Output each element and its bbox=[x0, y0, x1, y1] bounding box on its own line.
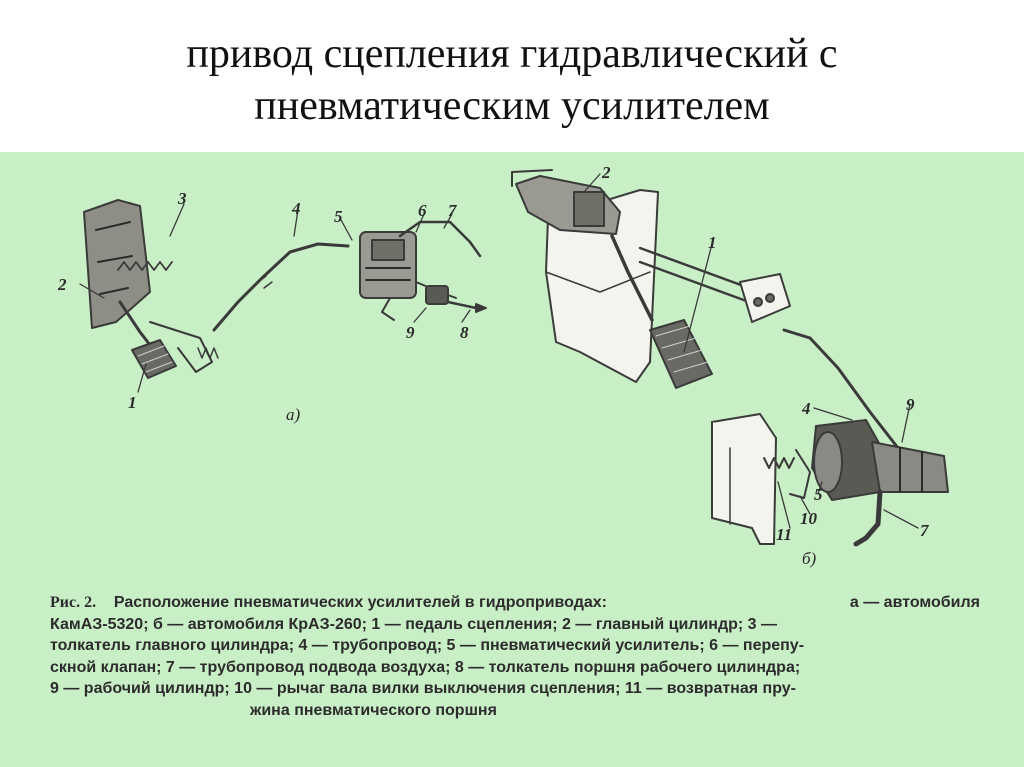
callout-b-9: 9 bbox=[906, 395, 915, 414]
diagram-b-drawing bbox=[512, 170, 948, 544]
caption-line-5: 9 — рабочий цилиндр; 10 — рычаг вала вилки выключения сцепления; 11 — возвратная пру- bbox=[50, 680, 796, 697]
callout-a-3: 3 bbox=[178, 189, 187, 208]
callout-a-1: 1 bbox=[128, 393, 137, 412]
diagram-a-label: а) bbox=[286, 405, 301, 424]
callout-b-10: 10 bbox=[800, 509, 817, 528]
diagram-a-drawing bbox=[84, 200, 486, 378]
callout-a-8: 8 bbox=[460, 323, 469, 342]
slide-title-line-2: пневматическим усилителем bbox=[254, 83, 770, 129]
caption-line-3: толкатель главного цилиндра; 4 — трубопровод; 5 — пневматический усилитель; 6 — перепу- bbox=[50, 637, 805, 654]
callout-a-7: 7 bbox=[448, 201, 457, 220]
callout-b-11: 11 bbox=[776, 525, 793, 544]
diagram-b-label: б) bbox=[802, 549, 817, 568]
figure-caption bbox=[50, 592, 980, 721]
slide-title-line-1: привод сцепления гидравлический с bbox=[186, 31, 838, 77]
callout-a-9: 9 bbox=[406, 323, 415, 342]
caption-line-1-right: а — автомобиля bbox=[849, 594, 980, 611]
callout-a-2: 2 bbox=[58, 275, 67, 294]
caption-line-1 bbox=[50, 592, 980, 614]
callout-a-6: 6 bbox=[418, 201, 427, 220]
figure-panel bbox=[0, 152, 1024, 767]
callout-b-2: 2 bbox=[602, 163, 611, 182]
slide-title bbox=[0, 28, 1024, 132]
caption-label: Рис. 2. bbox=[50, 594, 97, 611]
callout-a-4: 4 bbox=[292, 199, 301, 218]
callout-b-7: 7 bbox=[920, 521, 929, 540]
callout-b-1: 1 bbox=[708, 233, 717, 252]
caption-line-2: КамАЗ-5320; б — автомобиля КрАЗ-260; 1 — педаль сцепления; 2 — главный цилиндр; 3 — bbox=[50, 615, 777, 633]
caption-line-6: жина пневматического поршня bbox=[250, 701, 497, 719]
callout-b-5: 5 bbox=[814, 485, 823, 504]
callout-b-4: 4 bbox=[802, 399, 811, 418]
caption-line-4: скной клапан; 7 — трубопровод подвода воздуха; 8 — толкатель поршня рабочего цилиндра; bbox=[50, 658, 801, 676]
caption-line-1-text: Расположение пневматических усилителей в гидроприводах: bbox=[113, 594, 607, 611]
callout-a-5: 5 bbox=[334, 207, 343, 226]
